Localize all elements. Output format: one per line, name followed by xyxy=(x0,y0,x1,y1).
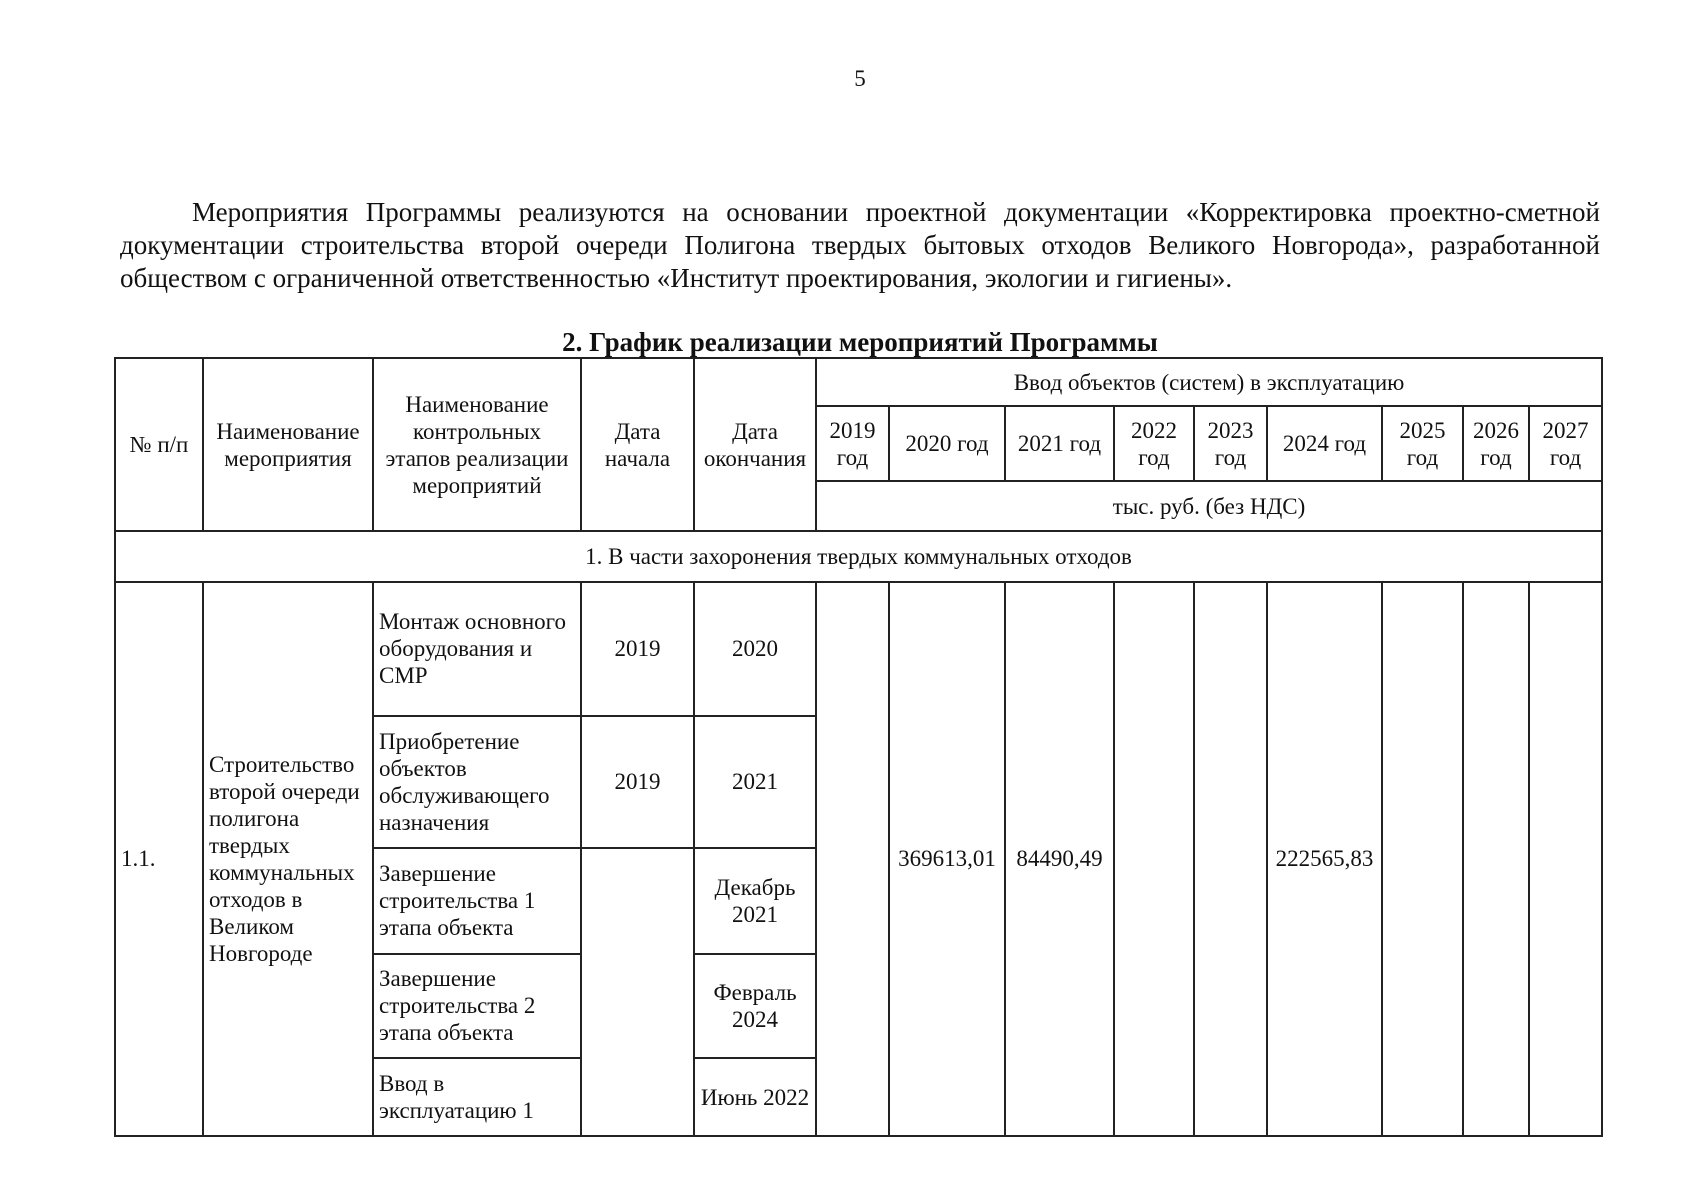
header-year: 2024 год xyxy=(1267,406,1382,481)
amount-2026 xyxy=(1463,582,1529,1136)
header-year: 2025 год xyxy=(1382,406,1463,481)
amount-2022 xyxy=(1114,582,1194,1136)
section-title: 2. График реализации мероприятий Программы xyxy=(562,327,1158,357)
amount-2025 xyxy=(1382,582,1463,1136)
stage-start xyxy=(581,848,694,1136)
stage-end: Июнь 2022 xyxy=(694,1058,816,1136)
stage-name: Завершение строительства 1 этапа объекта xyxy=(373,848,581,954)
header-end: Дата окончания xyxy=(694,358,816,531)
header-year: 2026 год xyxy=(1463,406,1529,481)
stage-start: 2019 xyxy=(581,716,694,848)
header-start: Дата начала xyxy=(581,358,694,531)
stage-end: 2020 xyxy=(694,582,816,716)
header-year: 2021 год xyxy=(1005,406,1114,481)
header-year: 2023 год xyxy=(1194,406,1267,481)
stage-name: Ввод в эксплуатацию 1 xyxy=(373,1058,581,1136)
stage-start: 2019 xyxy=(581,582,694,716)
stage-end: Февраль 2024 xyxy=(694,954,816,1059)
amount-2027 xyxy=(1529,582,1602,1136)
intro-paragraph: Мероприятия Программы реализуются на основании проектной документации «Корректировка проектно-сметной документации строительства второй очереди Полигона твердых бытовых отходов Великого Новгорода», разработанной обществом с ограниченной ответственностью «Институт проектирования, экологии и гигиены». xyxy=(120,197,1600,293)
header-row-1 xyxy=(115,358,1602,406)
stage-name: Монтаж основного оборудования и СМР xyxy=(373,582,581,716)
header-activity: Наименование мероприятия xyxy=(203,358,373,531)
page-number: 5 xyxy=(854,66,866,91)
header-year: 2027 год xyxy=(1529,406,1602,481)
schedule-table xyxy=(114,357,1603,1137)
row-activity: Строительство второй очереди полигона твердых коммунальных отходов в Великом Новгороде xyxy=(203,582,373,1136)
header-year: 2022 год xyxy=(1114,406,1194,481)
amount-2020: 369613,01 xyxy=(889,582,1005,1136)
amount-2021: 84490,49 xyxy=(1005,582,1114,1136)
row-num: 1.1. xyxy=(115,582,203,1136)
header-num: № п/п xyxy=(115,358,203,531)
header-stages: Наименование контрольных этапов реализации мероприятий xyxy=(373,358,581,531)
stage-end: Декабрь 2021 xyxy=(694,848,816,954)
header-year: 2020 год xyxy=(889,406,1005,481)
stage-name: Приобретение объектов обслуживающего назначения xyxy=(373,716,581,848)
amount-2023 xyxy=(1194,582,1267,1136)
table-row xyxy=(115,582,1602,716)
stage-name: Завершение строительства 2 этапа объекта xyxy=(373,954,581,1059)
header-unit: тыс. руб. (без НДС) xyxy=(816,481,1602,531)
section-row-label: 1. В части захоронения твердых коммунальных отходов xyxy=(115,531,1602,581)
header-commissioning: Ввод объектов (систем) в эксплуатацию xyxy=(816,358,1602,406)
section-row xyxy=(115,531,1602,581)
amount-2024: 222565,83 xyxy=(1267,582,1382,1136)
header-year: 2019 год xyxy=(816,406,889,481)
stage-end: 2021 xyxy=(694,716,816,848)
amount-2019 xyxy=(816,582,889,1136)
